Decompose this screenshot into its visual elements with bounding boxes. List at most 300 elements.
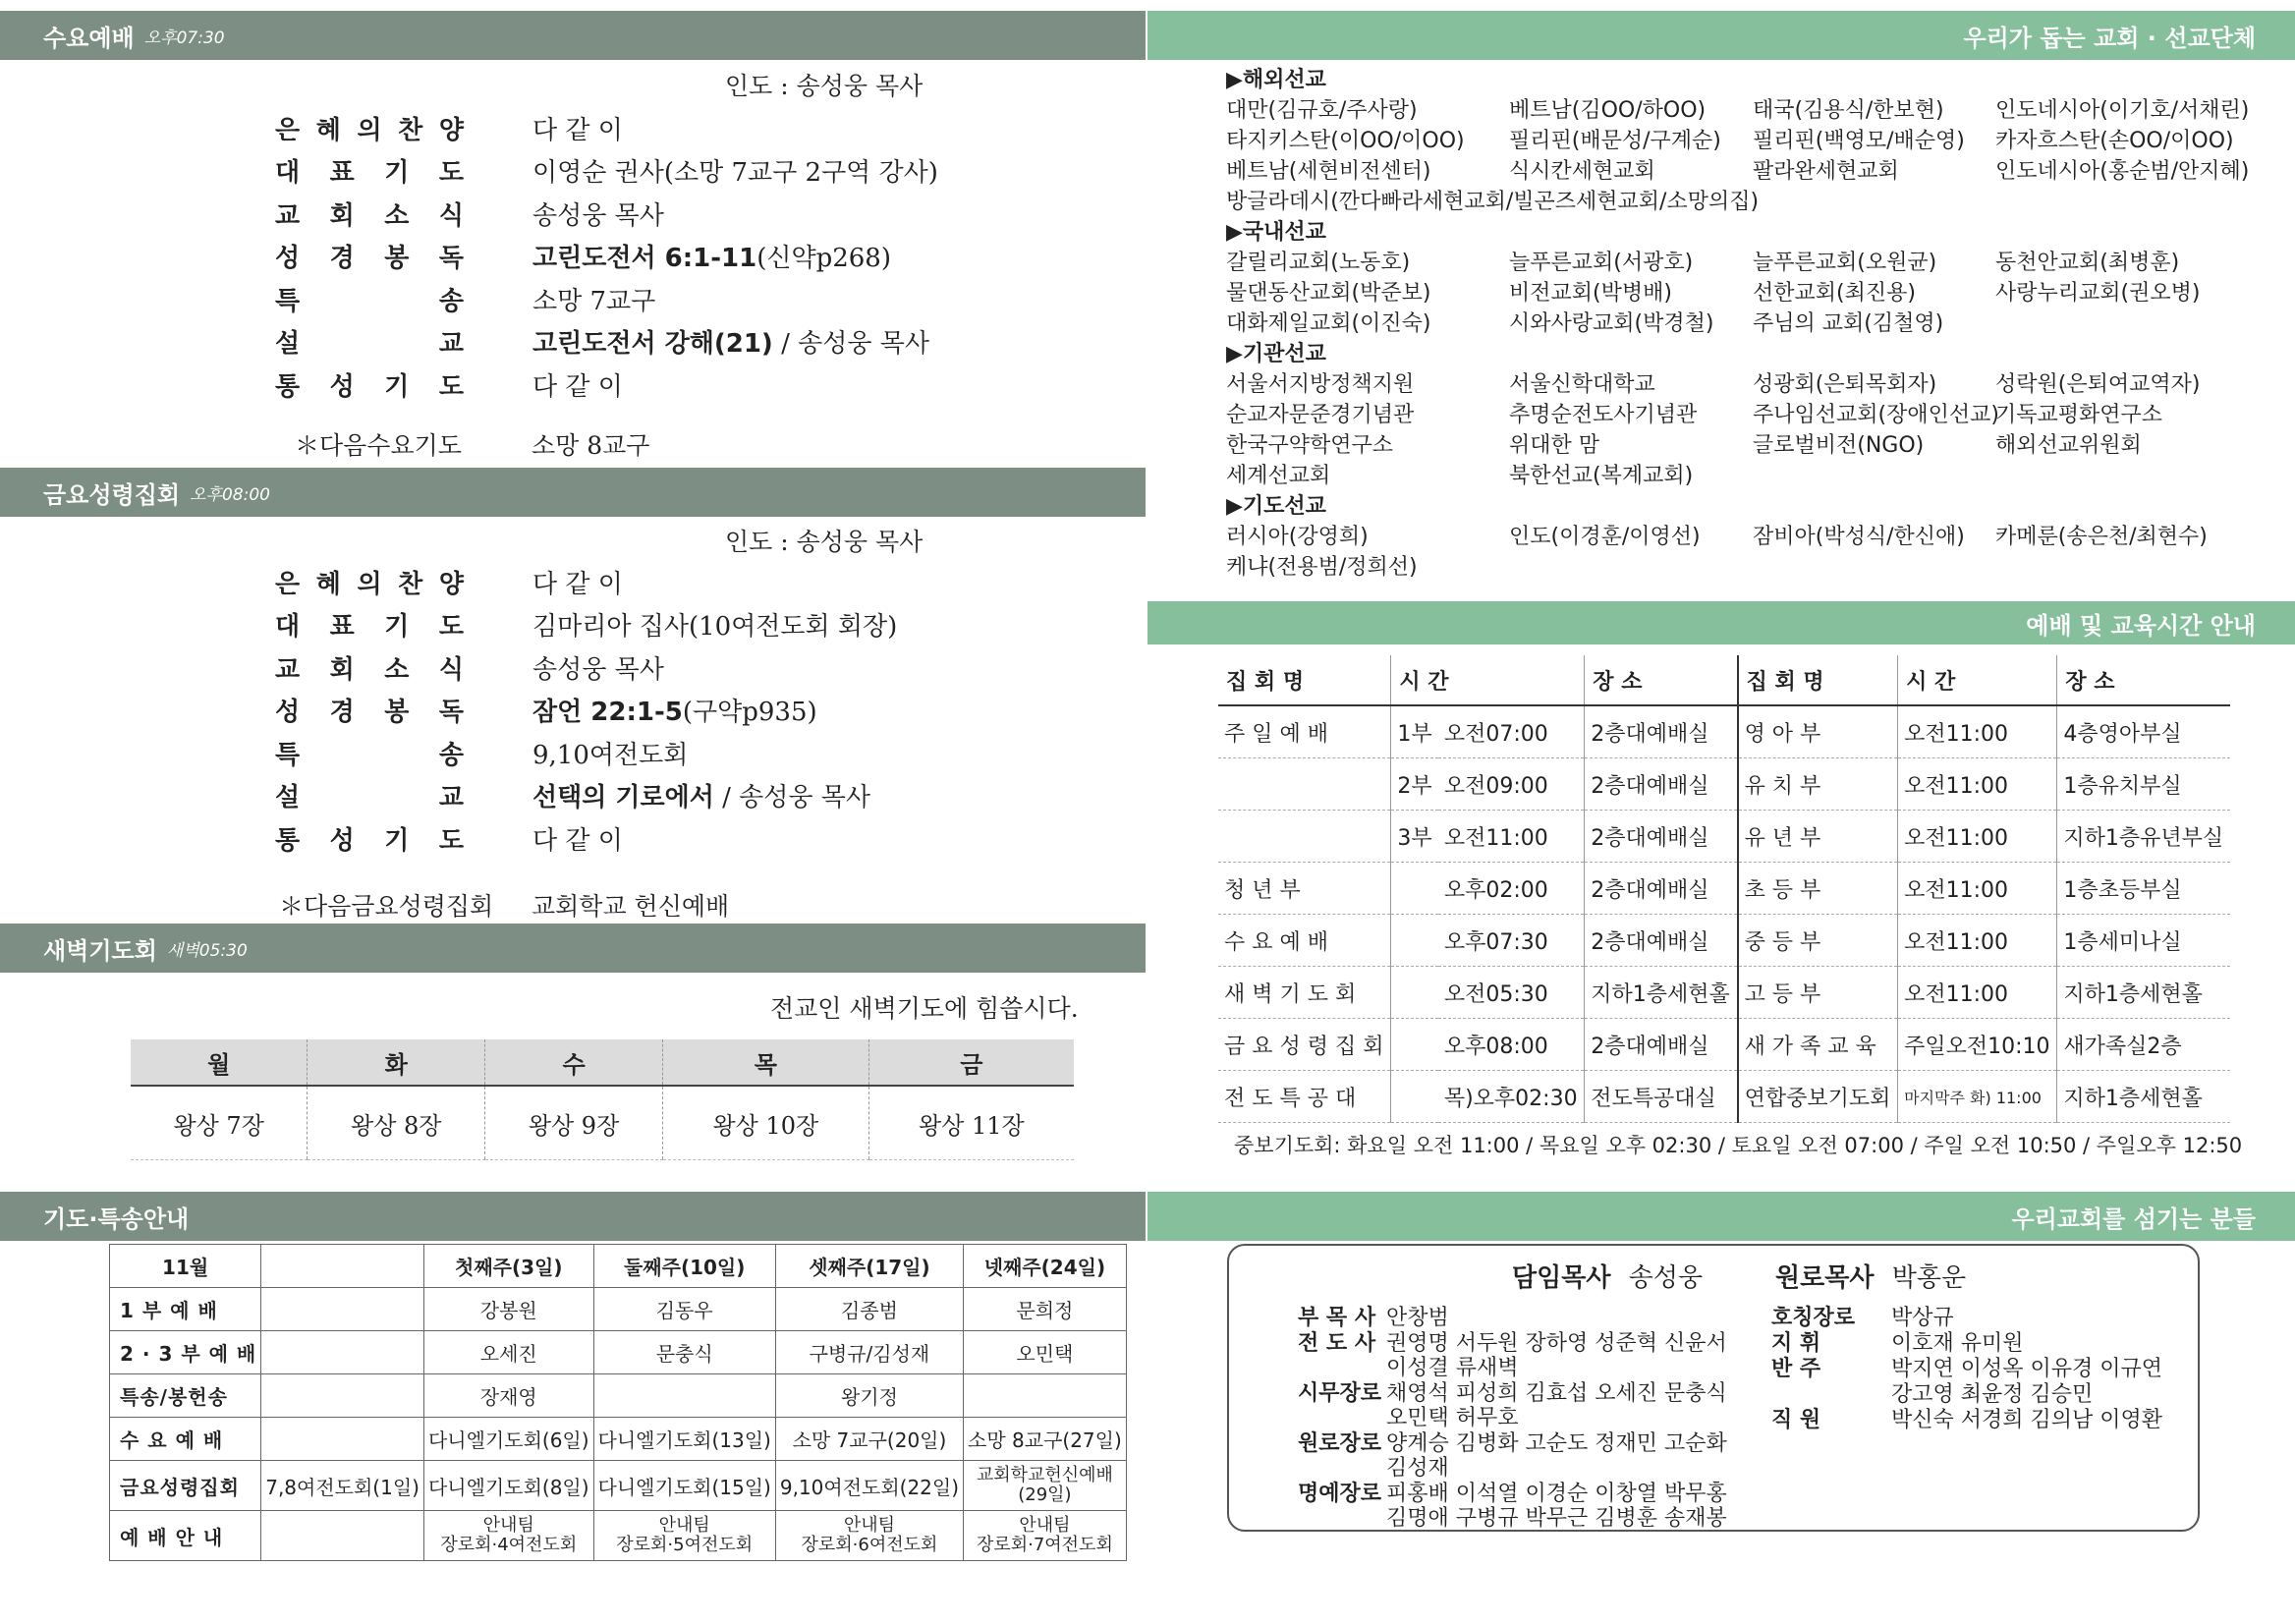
staff-role: 직 원: [1771, 1408, 1821, 1432]
order-label-char: 독: [438, 244, 464, 273]
schedule-time: 오전09:00: [1438, 758, 1585, 811]
prayer-row-label: 2 · 3 부 예 배: [110, 1331, 261, 1374]
mission-item: 순교자문준경기념관: [1226, 403, 1415, 427]
mission-item: [1995, 552, 2267, 583]
mission-grid: [1226, 95, 2267, 217]
mission-item: 베트남(김OO/하OO): [1509, 98, 1707, 123]
order-label: [275, 366, 464, 403]
prayer-cell: 문충식: [593, 1331, 775, 1374]
prayer-row: [110, 1511, 1127, 1561]
order-label: [275, 692, 464, 728]
order-label-char: 봉: [384, 244, 410, 273]
order-row: [275, 279, 655, 318]
prayer-table: [109, 1244, 1127, 1561]
order-label-char: 은: [275, 569, 301, 599]
schedule-place: 2층대예배실: [1585, 705, 1738, 758]
order-label: [275, 238, 464, 274]
schedule-part: 2부: [1391, 758, 1438, 811]
staff-role: 명예장로: [1298, 1481, 1382, 1506]
schedule-name2: 영 아 부: [1738, 705, 1898, 758]
mission-item: 대만(김규호/주사랑): [1226, 98, 1418, 123]
prayer-row-label: 특송/봉헌송: [110, 1374, 261, 1418]
senior-pastor-name: 송성웅: [1628, 1263, 1704, 1293]
prayer-header: 11월: [110, 1245, 261, 1288]
mission-item: 기독교평화연구소: [1995, 403, 2163, 427]
schedule-name2: 고 등 부: [1738, 967, 1898, 1019]
order-label-char: 독: [438, 698, 464, 727]
prayer-cell: [964, 1374, 1127, 1418]
staff-role: 호칭장로: [1771, 1306, 1856, 1330]
prayer-row: [110, 1418, 1127, 1461]
schedule-time2: 오전11:00: [1898, 758, 2057, 811]
order-label: [275, 196, 464, 232]
order-label: [275, 564, 464, 600]
mission-item: 선한교회(최진용): [1753, 281, 1916, 306]
schedule-time2: 오전11:00: [1898, 915, 2057, 967]
schedule-time: 오전07:00: [1438, 705, 1585, 758]
prayer-cell: 소망 7교구(20일): [775, 1418, 963, 1461]
emeritus-pastor-name: 박홍운: [1891, 1263, 1967, 1293]
mission-category: ▶기관선교: [1226, 342, 1326, 366]
order-label-char: 설: [275, 329, 301, 359]
order-label-char: 교: [438, 783, 464, 812]
order-value-text: 다 같 이: [532, 825, 623, 856]
order-label-char: 교: [275, 200, 301, 231]
fri-banner-time: 오후08:00: [190, 484, 270, 505]
schedule-place2: 새가족실2층: [2057, 1019, 2230, 1071]
prayer-cell: 교회학교헌신예배 (29일): [964, 1461, 1127, 1511]
order-row: [275, 776, 870, 815]
dawn-reading: 왕상 10장: [662, 1086, 868, 1160]
prayer-cell: 강봉원: [423, 1288, 593, 1331]
order-row: [275, 733, 688, 772]
prayer-banner: [0, 1192, 1146, 1241]
prayer-row-label: 수 요 예 배: [110, 1418, 261, 1461]
order-label-char: 대: [275, 158, 301, 188]
order-label-char: 송: [438, 286, 464, 316]
order-value: [532, 777, 870, 813]
schedule-row: [1218, 915, 2230, 967]
order-value: [532, 649, 664, 686]
dawn-reading: 왕상 11장: [868, 1086, 1074, 1160]
mission-item: 인도네시아(이기호/서채린): [1995, 98, 2250, 123]
schedule-row: [1218, 1071, 2230, 1123]
schedule-time: 오후02:00: [1438, 863, 1585, 915]
mission-item: 카자흐스탄(손OO/이OO): [1995, 129, 2234, 153]
staff-role: 원로장로: [1298, 1430, 1382, 1456]
staff-line: [1771, 1403, 2162, 1433]
schedule-name: 전 도 특 공 대: [1218, 1071, 1391, 1123]
dawn-day: 금: [868, 1039, 1074, 1086]
order-label: [275, 820, 464, 857]
staff-names: 강고영 최윤정 김승민: [1891, 1382, 2094, 1407]
schedule-header: 시 간: [1391, 655, 1585, 705]
schedule-part: [1391, 1071, 1438, 1123]
dawn-reading: 왕상 7장: [131, 1086, 308, 1160]
order-label-char: 도: [438, 612, 464, 642]
prayer-header: 셋째주(17일): [775, 1245, 963, 1288]
mission-category: ▶기도선교: [1226, 494, 1326, 519]
order-label-char: 특: [275, 286, 301, 316]
order-label-char: 양: [438, 115, 464, 145]
schedule-place: 2층대예배실: [1585, 811, 1738, 863]
order-value-text: 9,10여전도회: [532, 740, 689, 770]
schedule-time2: 오전11:00: [1898, 967, 2057, 1019]
schedule-row: [1218, 1019, 2230, 1071]
schedule-time2: 오전11:00: [1898, 811, 2057, 863]
schedule-row: [1218, 811, 2230, 863]
emeritus-pastor: [1775, 1258, 1966, 1294]
staff-role: 부 목 사: [1298, 1306, 1376, 1330]
mission-item: 추명순전도사기념관: [1509, 403, 1698, 427]
fri-banner: [0, 468, 1146, 517]
prayer-cell: 김종범: [775, 1288, 963, 1331]
order-label-char: 대: [275, 612, 301, 642]
order-row: [275, 818, 623, 858]
staff-role: 지 휘: [1771, 1331, 1821, 1356]
order-row: [275, 237, 891, 276]
prayer-cell: [261, 1331, 424, 1374]
mission-item: 필리핀(백영모/배순영): [1753, 129, 1965, 153]
order-label-char: 성: [329, 371, 355, 402]
mission-grid: [1226, 248, 2267, 339]
order-value-text: 소망 7교구: [532, 286, 656, 316]
mission-item: 러시아(강영희): [1226, 525, 1369, 549]
order-label-char: 통: [275, 371, 301, 402]
order-label: [275, 152, 464, 189]
dawn-day: 월: [131, 1039, 308, 1086]
fri-leader: 인도 : 송성웅 목사: [725, 528, 924, 556]
order-label: [275, 323, 464, 360]
order-label-char: 경: [329, 698, 355, 727]
mission-item: 팔라완세현교회: [1753, 159, 1899, 184]
schedule-place2: 4층영아부실: [2057, 705, 2230, 758]
schedule-time: 오전05:30: [1438, 967, 1585, 1019]
schedule-row: [1218, 863, 2230, 915]
order-row: [275, 108, 623, 147]
fri-banner-title: 금요성령집회: [43, 480, 181, 509]
mission-item: [1995, 461, 2267, 491]
schedule-row: [1218, 705, 2230, 758]
prayer-cell: 7,8여전도회(1일): [261, 1461, 424, 1511]
order-value-text: / 송성웅 목사: [713, 783, 871, 812]
order-label-char: 기: [384, 825, 410, 856]
order-row: [275, 364, 623, 404]
mission-grid: [1226, 369, 2267, 491]
order-label-char: 성: [275, 698, 301, 727]
mission-item: [1753, 461, 1995, 491]
schedule-time2: 오전11:00: [1898, 863, 2057, 915]
schedule-table: [1218, 655, 2230, 1123]
prayer-cell: 김동우: [593, 1288, 775, 1331]
prayer-cell: 다니엘기도회(8일): [423, 1461, 593, 1511]
schedule-part: [1391, 967, 1438, 1019]
wed-banner-time: 오후07:30: [143, 28, 225, 48]
order-label-char: 송: [438, 740, 464, 770]
order-value-text: 다 같 이: [532, 115, 623, 145]
mission-item: [1995, 308, 2267, 339]
order-label-char: 도: [438, 371, 464, 402]
order-label-char: 도: [438, 825, 464, 856]
schedule-place2: 지하1층유년부실: [2057, 811, 2230, 863]
schedule-name2: 중 등 부: [1738, 915, 1898, 967]
prayer-header: 넷째주(24일): [964, 1245, 1127, 1288]
schedule-header: 장 소: [1585, 655, 1738, 705]
schedule-row: [1218, 758, 2230, 811]
staff-role: 전 도 사: [1298, 1330, 1376, 1356]
prayer-row-label: 1 부 예 배: [110, 1288, 261, 1331]
mission-item: 타지키스탄(이OO/이OO): [1226, 129, 1465, 153]
schedule-place2: 지하1층세현홀: [2057, 967, 2230, 1019]
mission-item: 동천안교회(최병훈): [1995, 251, 2180, 275]
schedule-part: 1부: [1391, 705, 1438, 758]
wed-banner: [0, 11, 1146, 60]
wed-next: [295, 426, 462, 462]
prayer-cell: 소망 8교구(27일): [964, 1418, 1127, 1461]
schedule-banner-title: 예배 및 교육시간 안내: [2026, 611, 2256, 640]
mission-category: ▶국내선교: [1226, 220, 1326, 245]
schedule-name: 금 요 성 령 집 회: [1218, 1019, 1391, 1071]
order-label-char: 도: [438, 158, 464, 188]
mission-item: 늘푸른교회(서광호): [1509, 251, 1694, 275]
mission-item: 베트남(세현비전센터): [1226, 159, 1431, 184]
order-label-char: 기: [384, 371, 410, 402]
schedule-footer: 중보기도회: 화요일 오전 11:00 / 목요일 오후 02:30 / 토요일 오전 07:00 / 주일 오전 10:50 / 주일오후 12:50: [1234, 1134, 2243, 1157]
wed-leader: 인도 : 송성웅 목사: [725, 72, 924, 100]
order-label-char: 성: [275, 244, 301, 273]
prayer-cell: 9,10여전도회(22일): [775, 1461, 963, 1511]
mission-item: 갈릴리교회(노동호): [1226, 251, 1411, 275]
order-label-char: 교: [438, 329, 464, 359]
schedule-name: 새 벽 기 도 회: [1218, 967, 1391, 1019]
mission-item: 인도(이경훈/이영선): [1509, 525, 1701, 549]
senior-pastor: [1512, 1258, 1703, 1294]
order-label-char: 설: [275, 783, 301, 812]
prayer-row: [110, 1374, 1127, 1418]
mission-item: [1509, 552, 1753, 583]
prayer-row: [110, 1461, 1127, 1511]
staff-names: 박상규: [1891, 1306, 1954, 1330]
schedule-part: [1391, 1019, 1438, 1071]
order-value: [532, 152, 938, 189]
mission-item: 주나임선교회(장애인선교): [1753, 403, 1999, 427]
order-label: [275, 777, 464, 813]
order-value-bold: 잠언 22:1-5: [532, 698, 683, 727]
senior-pastor-title: 담임목사: [1512, 1263, 1611, 1293]
schedule-part: 3부: [1391, 811, 1438, 863]
mission-list: [1226, 65, 2267, 583]
order-value: [532, 820, 623, 857]
order-value-text: 김마리아 집사(10여전도회 회장): [532, 612, 898, 642]
mission-item: [1753, 552, 1995, 583]
mission-category: ▶해외선교: [1226, 68, 1326, 92]
order-label-char: 회: [329, 200, 355, 231]
prayer-cell: [261, 1288, 424, 1331]
dawn-day: 화: [308, 1039, 485, 1086]
prayer-cell: 안내팀 장로회·5여전도회: [593, 1511, 775, 1561]
order-label-char: 찬: [398, 115, 423, 145]
prayer-cell: 오세진: [423, 1331, 593, 1374]
schedule-place2: 1층세미나실: [2057, 915, 2230, 967]
schedule-place: 2층대예배실: [1585, 758, 1738, 811]
schedule-place: 2층대예배실: [1585, 863, 1738, 915]
mission-item: 서울신학대학교: [1509, 372, 1655, 397]
mission-item: 글로벌비전(NGO): [1753, 433, 1925, 458]
prayer-cell: 오민택: [964, 1331, 1127, 1374]
order-label: [275, 649, 464, 686]
order-label-char: 특: [275, 740, 301, 770]
order-value-text: / 송성웅 목사: [772, 329, 929, 359]
schedule-header: 집 회 명: [1218, 655, 1391, 705]
order-value: [532, 735, 688, 771]
mission-item: 비전교회(박병배): [1509, 281, 1672, 306]
emeritus-pastor-title: 원로목사: [1775, 1263, 1875, 1293]
order-value-text: (신약p268): [756, 244, 891, 273]
staff-box: [1227, 1244, 2200, 1532]
schedule-name2: 연합중보기도회: [1738, 1071, 1898, 1123]
order-row: [275, 322, 929, 362]
order-value: [532, 281, 655, 317]
schedule-part: [1391, 915, 1438, 967]
schedule-place2: 1층유치부실: [2057, 758, 2230, 811]
staff-names: 피홍배 이석열 이경순 이창열 박무홍: [1386, 1481, 1727, 1506]
schedule-banner: [1148, 601, 2295, 644]
staff-role: 시무장로: [1298, 1380, 1382, 1406]
mission-banner: [1148, 11, 2295, 60]
order-label-char: 경: [329, 244, 355, 273]
staff-role: 반 주: [1771, 1357, 1821, 1381]
mission-item: 성락원(은퇴여교역자): [1995, 372, 2201, 397]
schedule-place: 지하1층세현홀: [1585, 967, 1738, 1019]
staff-names: 채영석 피성희 김효섭 오세진 문충식: [1386, 1380, 1727, 1406]
schedule-name: 청 년 부: [1218, 863, 1391, 915]
order-label-char: 의: [357, 569, 382, 599]
mission-item: 대화제일교회(이진숙): [1226, 311, 1431, 336]
prayer-cell: 다니엘기도회(13일): [593, 1418, 775, 1461]
order-value-text: (구약p935): [682, 698, 817, 727]
order-label: [275, 110, 464, 146]
dawn-banner-title: 새벽기도회: [43, 936, 157, 965]
staff-names: 박지연 이성옥 이유경 이규연: [1891, 1357, 2163, 1381]
mission-item: 해외선교위원회: [1995, 433, 2142, 458]
schedule-name: [1218, 811, 1391, 863]
order-row: [275, 647, 664, 687]
mission-item: 서울서지방정책지원: [1226, 372, 1415, 397]
staff-line: [1298, 1501, 1727, 1532]
mission-item: 식시칸세현교회: [1509, 159, 1655, 184]
order-value-text: 송성웅 목사: [532, 654, 664, 685]
mission-item: 한국구약학연구소: [1226, 433, 1394, 458]
order-value-bold: 고린도전서 6:1-11: [532, 244, 757, 273]
schedule-name2: 초 등 부: [1738, 863, 1898, 915]
order-label-char: 의: [357, 115, 382, 145]
prayer-row: [110, 1331, 1127, 1374]
staff-banner-title: 우리교회를 섬기는 분들: [2011, 1204, 2256, 1233]
order-label-char: 식: [438, 200, 464, 231]
schedule-time: 오전11:00: [1438, 811, 1585, 863]
staff-banner: [1148, 1192, 2295, 1241]
schedule-time: 오후08:00: [1438, 1019, 1585, 1071]
prayer-cell: 다니엘기도회(15일): [593, 1461, 775, 1511]
mission-item: 늘푸른교회(오원균): [1753, 251, 1937, 275]
order-value: [532, 323, 929, 360]
mission-item: 세계선교회: [1226, 464, 1331, 488]
staff-names: 권영명 서두원 장하영 성준혁 신윤서: [1386, 1330, 1727, 1356]
fri-next-value: 교회학교 헌신예배: [532, 892, 730, 921]
order-row: [275, 605, 897, 644]
order-label-char: 혜: [315, 115, 341, 145]
schedule-part: [1391, 863, 1438, 915]
order-value: [532, 196, 664, 232]
mission-item: 시와사랑교회(박경철): [1509, 311, 1714, 336]
order-value: [532, 238, 891, 274]
order-value-bold: 선택의 기로에서: [532, 783, 714, 812]
prayer-row: [110, 1288, 1127, 1331]
prayer-cell: 장재영: [423, 1374, 593, 1418]
dawn-reading-table: [131, 1039, 1074, 1160]
dawn-banner: [0, 924, 1146, 973]
schedule-row: [1218, 967, 2230, 1019]
mission-item: 북한선교(복계교회): [1509, 464, 1694, 488]
order-value-text: 이영순 권사(소망 7교구 2구역 강사): [532, 158, 938, 188]
order-value: [532, 110, 623, 146]
mission-item: 필리핀(배문성/구계순): [1509, 129, 1721, 153]
order-label-char: 표: [329, 612, 355, 642]
schedule-name: 주 일 예 배: [1218, 705, 1391, 758]
order-value: [532, 692, 817, 728]
order-value-text: 다 같 이: [532, 569, 623, 599]
wed-next-value: 소망 8교구: [532, 431, 650, 460]
mission-item: 태국(김용식/한보현): [1753, 98, 1944, 123]
order-label: [275, 606, 464, 643]
dawn-reading: 왕상 9장: [485, 1086, 663, 1160]
staff-names: 양계승 김병화 고순도 정재민 고순화: [1386, 1430, 1727, 1456]
staff-names: 박신숙 서경희 김의남 이영환: [1891, 1408, 2163, 1432]
schedule-place2: 1층초등부실: [2057, 863, 2230, 915]
schedule-name: 수 요 예 배: [1218, 915, 1391, 967]
staff-names: 김명애 구병규 박무근 김병훈 송재봉: [1386, 1506, 1727, 1531]
schedule-name2: 유 치 부: [1738, 758, 1898, 811]
prayer-cell: 안내팀 장로회·4여전도회: [423, 1511, 593, 1561]
prayer-cell: [593, 1374, 775, 1418]
order-label-char: 찬: [398, 569, 423, 599]
order-label-char: 기: [384, 612, 410, 642]
order-label-char: 회: [329, 654, 355, 685]
schedule-name2: 유 년 부: [1738, 811, 1898, 863]
mission-item: 잠비아(박성식/한신애): [1753, 525, 1965, 549]
dawn-notice: 전교인 새벽기도에 힘씁시다.: [770, 994, 1079, 1023]
schedule-place: 2층대예배실: [1585, 1019, 1738, 1071]
order-label-char: 은: [275, 115, 301, 145]
order-value: [532, 606, 897, 643]
order-row: [275, 691, 817, 730]
prayer-cell: 문희정: [964, 1288, 1127, 1331]
prayer-header: [261, 1245, 424, 1288]
order-label-char: 소: [384, 200, 410, 231]
prayer-header: 첫째주(3일): [423, 1245, 593, 1288]
mission-item: 성광회(은퇴목회자): [1753, 372, 1937, 397]
mission-banner-title: 우리가 돕는 교회 · 선교단체: [1963, 24, 2256, 52]
prayer-cell: [261, 1418, 424, 1461]
prayer-row-label: 금요성령집회: [110, 1461, 261, 1511]
order-label-char: 식: [438, 654, 464, 685]
prayer-header: 둘째주(10일): [593, 1245, 775, 1288]
wed-next-label: ＊다음수요기도: [295, 431, 462, 460]
schedule-time: 오후07:30: [1438, 915, 1585, 967]
dawn-day: 목: [662, 1039, 868, 1086]
order-label: [275, 281, 464, 317]
schedule-header: 장 소: [2057, 655, 2230, 705]
